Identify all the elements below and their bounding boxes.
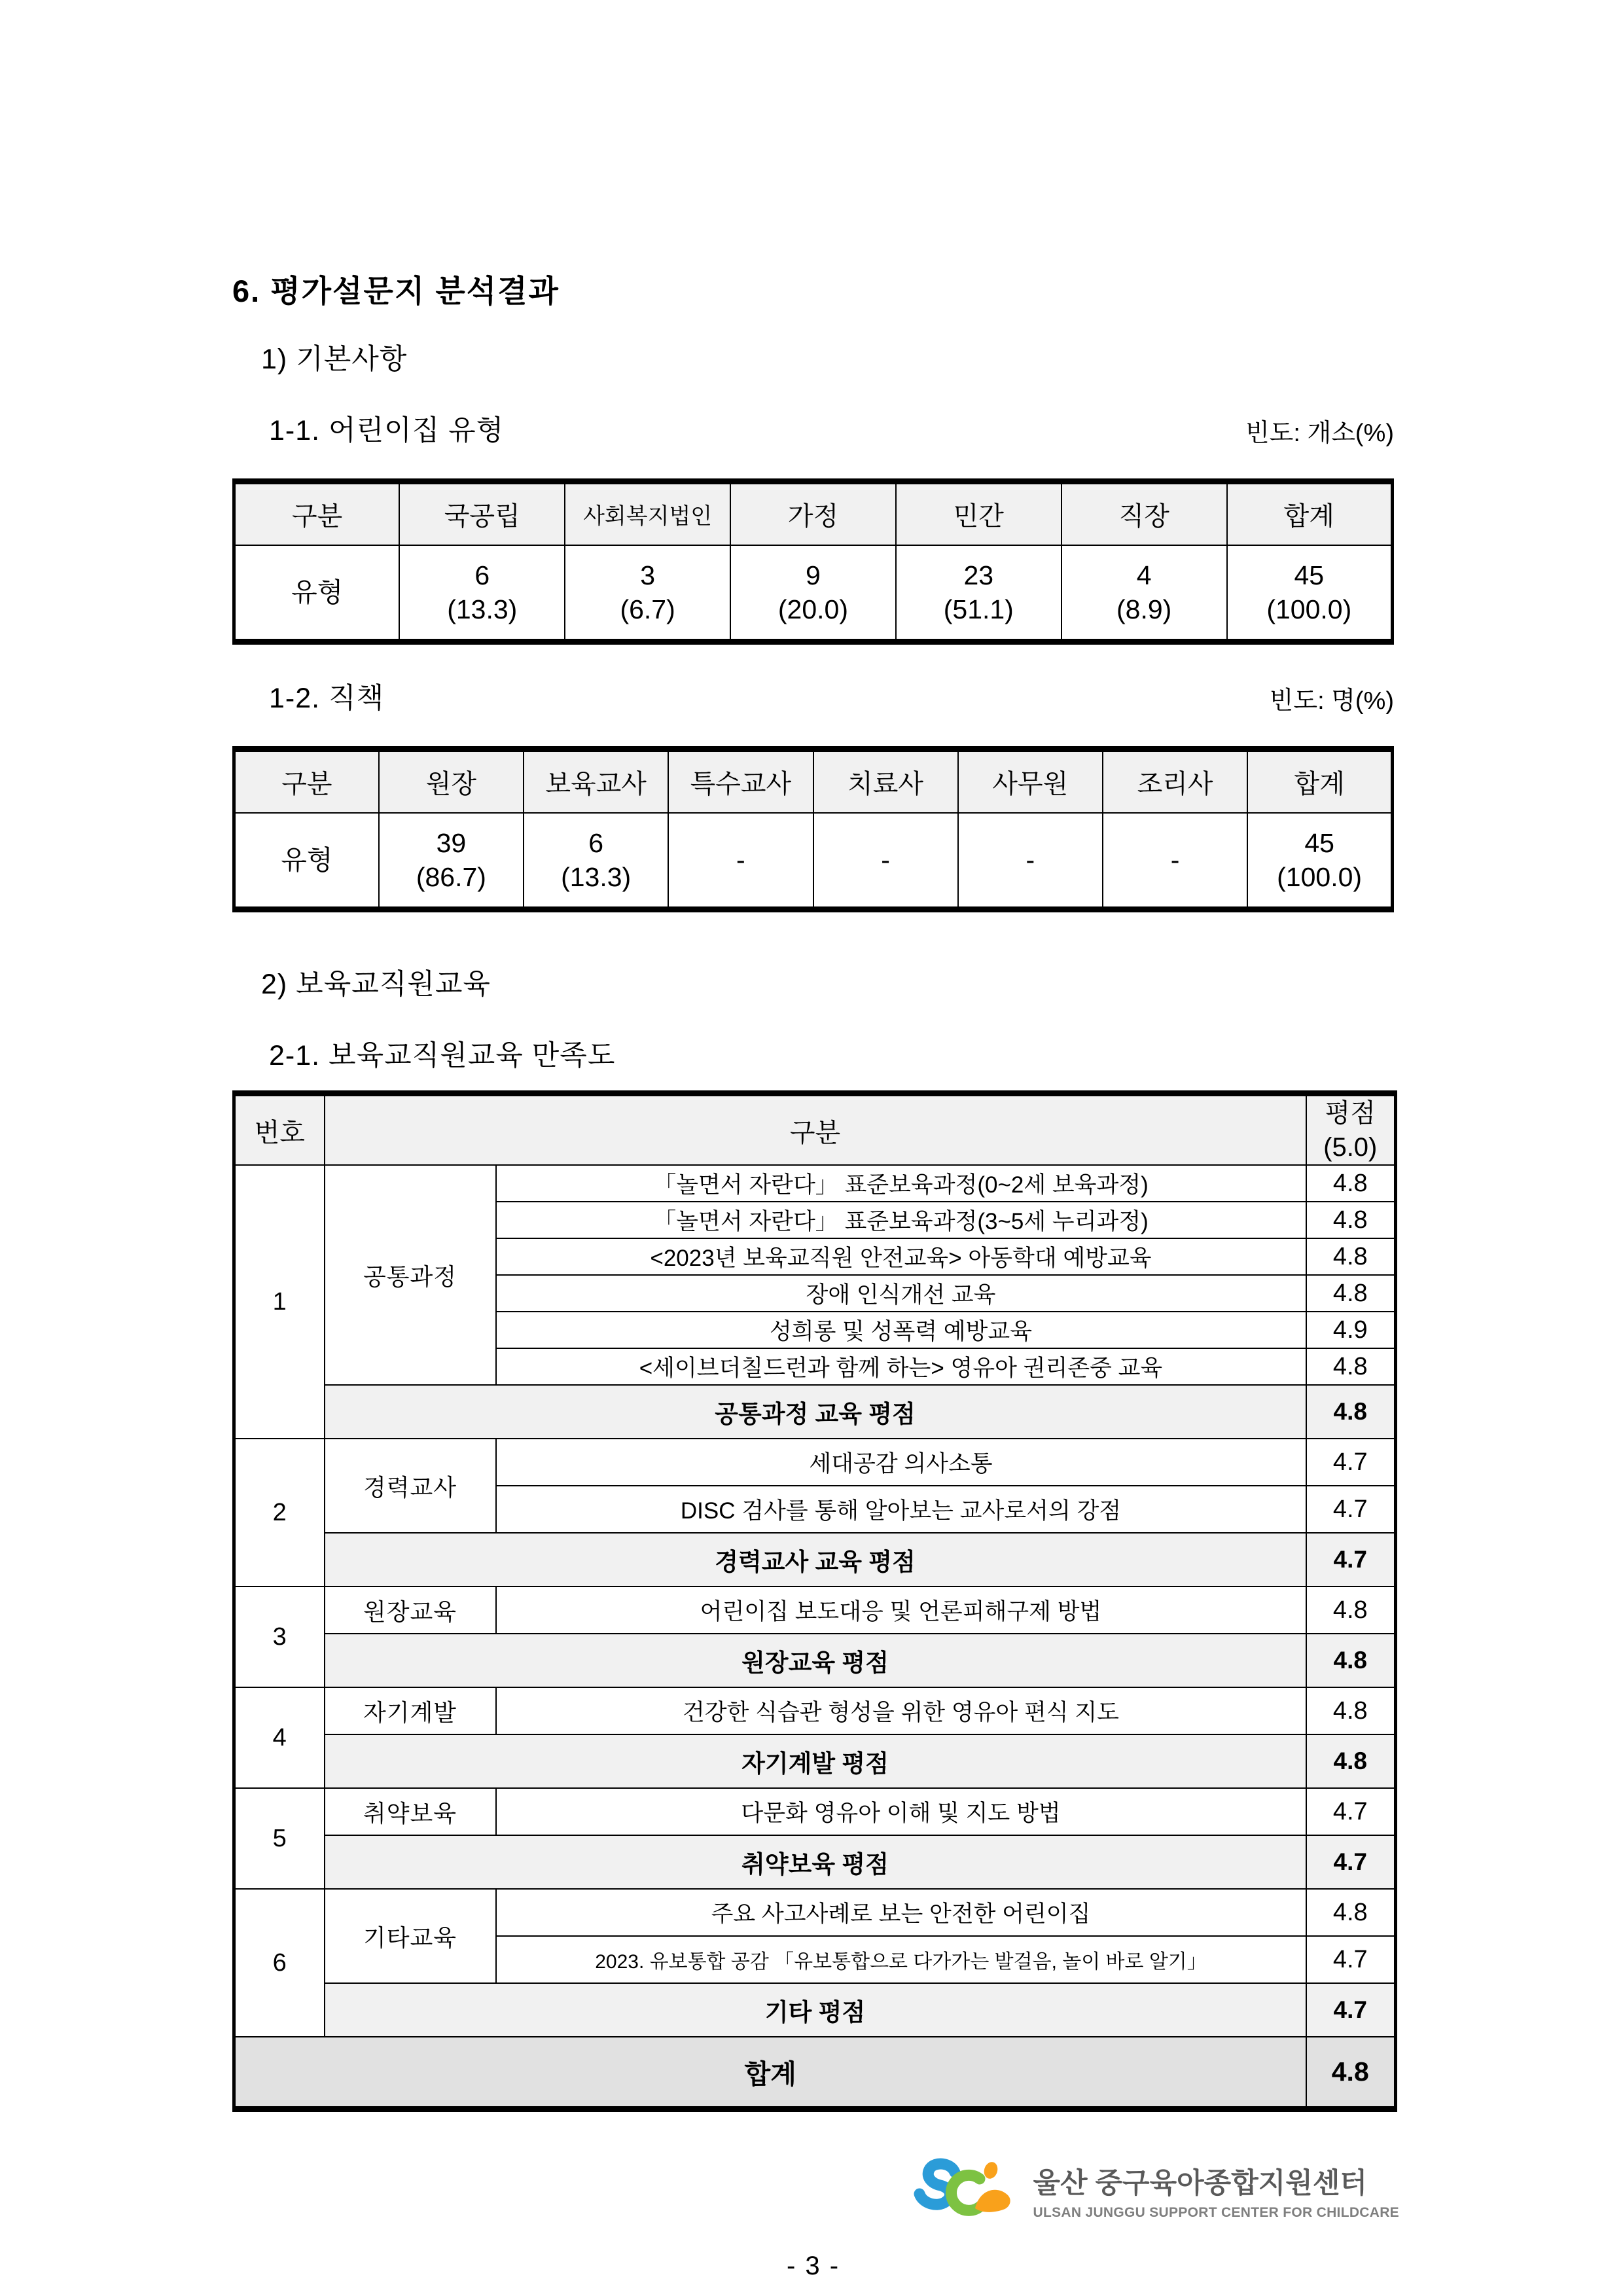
center-name-english: ULSAN JUNGGU SUPPORT CENTER FOR CHILDCARE [1033,2205,1399,2220]
daycare-type-cell-line: 23 [963,560,994,590]
subsection-heading-type: 1-1. 어린이집 유형 [269,415,505,446]
education-item-score: 4.8 [1306,1587,1396,1634]
daycare-type-body [234,545,1393,642]
center-logo-text [1033,2161,1400,2221]
position-cell-line: 6 [588,827,604,858]
daycare-type-table [232,478,1394,645]
education-item-score: 4.7 [1306,1486,1396,1533]
group-number-cell: 1 [234,1165,325,1439]
education-item-score: 4.7 [1306,1439,1396,1486]
education-item-label: 주요 사고사례로 보는 안전한 어린이집 [496,1889,1306,1936]
position-cell-line: - [1170,844,1180,875]
position-cell-2 [668,813,813,910]
daycare-type-header-1: 국공립 [399,482,565,545]
group-summary-score: 4.7 [1306,1533,1396,1587]
daycare-type-cell-line: (13.3) [447,594,518,624]
education-item-score: 4.7 [1306,1788,1396,1835]
position-cell-line: 39 [436,827,467,858]
position-cell-1 [524,813,668,910]
education-item-score: 4.7 [1306,1936,1396,1983]
daycare-type-cell-3 [896,545,1061,642]
group-category-cell: 공통과정 [325,1165,496,1385]
position-cell-4 [958,813,1103,910]
daycare-type-cell-5 [1227,545,1393,642]
satisfaction-head [234,1094,1396,1166]
education-item-label: 「놀면서 자란다」 표준보육과정(0~2세 보육과정) [496,1165,1306,1202]
position-cell-line: - [881,844,890,875]
education-item-score: 4.8 [1306,1687,1396,1734]
daycare-type-header-3: 가정 [730,482,896,545]
position-header-7: 합계 [1247,749,1392,813]
position-cell-0 [379,813,524,910]
group-summary-row [234,1983,1396,2037]
position-cell-line: - [736,844,745,875]
satisfaction-header-score [1306,1094,1396,1166]
position-header-5: 사무원 [958,749,1103,813]
group-category-cell: 자기계발 [325,1687,496,1734]
education-item-row [234,1687,1396,1734]
education-item-row [234,1889,1396,1936]
daycare-type-cell-1 [565,545,730,642]
daycare-type-cell-line: (8.9) [1116,594,1172,624]
position-cell-5 [1103,813,1247,910]
table-total-score: 4.8 [1306,2037,1396,2109]
subsection-row-satisfaction [269,1033,1394,1073]
subsection-heading-position: 1-2. 직책 [269,683,385,714]
position-header-0: 구분 [234,749,379,813]
group-summary-label: 취약보육 평점 [325,1835,1306,1889]
daycare-type-cell-line: 9 [806,560,821,590]
group-summary-row [234,1634,1396,1687]
position-header-row [234,749,1393,813]
subsection-row-type [269,408,1394,448]
position-header-3: 특수교사 [668,749,813,813]
group-summary-score: 4.7 [1306,1835,1396,1889]
center-name-korean: 울산 중구육아종합지원센터 [1033,2168,1367,2199]
position-cell-line: (13.3) [561,861,632,892]
group-summary-row [234,1734,1396,1788]
education-item-score: 4.8 [1306,1165,1396,1202]
frequency-note-type: 빈도: 개소(%) [1245,420,1394,447]
daycare-type-head [234,482,1393,545]
position-head [234,749,1393,813]
satisfaction-header-row [234,1094,1396,1166]
position-cell-line: - [1026,844,1035,875]
page-title: 6. 평가설문지 분석결과 [232,274,560,308]
education-item-score: 4.8 [1306,1889,1396,1936]
table-total-row [234,2037,1396,2109]
education-item-label: 2023. 유보통합 공감 「유보통합으로 다가가는 발걸음, 놀이 바로 알기」 [496,1936,1306,1983]
daycare-type-header-2: 사회복지법인 [565,482,730,545]
group-summary-row [234,1385,1396,1439]
education-item-label: 성희롱 및 성폭력 예방교육 [496,1312,1306,1348]
group-category-cell: 원장교육 [325,1587,496,1634]
education-item-score: 4.8 [1306,1202,1396,1238]
satisfaction-header-score-line1: 평점 [1325,1099,1376,1128]
group-category-cell: 경력교사 [325,1439,496,1533]
page-number: - 3 - [786,2251,840,2280]
education-item-row [234,1587,1396,1634]
satisfaction-header-score-line2: (5.0) [1323,1133,1378,1162]
group-summary-score: 4.7 [1306,1983,1396,2037]
daycare-type-cell-line: (20.0) [777,594,848,624]
group-category-cell: 취약보육 [325,1788,496,1835]
position-row-label: 유형 [234,813,379,910]
position-cell-3 [813,813,958,910]
education-item-label: 장애 인식개선 교육 [496,1275,1306,1312]
position-cell-line: (86.7) [416,861,486,892]
position-header-1: 원장 [379,749,524,813]
education-item-label: 어린이집 보도대응 및 언론피해구제 방법 [496,1587,1306,1634]
education-item-label: <2023년 보육교직원 안전교육> 아동학대 예방교육 [496,1238,1306,1275]
education-item-label: 세대공감 의사소통 [496,1439,1306,1486]
position-cell-6 [1247,813,1392,910]
group-summary-label: 기타 평점 [325,1983,1306,2037]
daycare-type-cell-0 [399,545,565,642]
subsection-heading-satisfaction: 2-1. 보육교직원교육 만족도 [269,1040,616,1071]
daycare-type-header-5: 직장 [1061,482,1227,545]
table-total-label: 합계 [234,2037,1306,2109]
page-footer [232,2158,1399,2289]
group-number-cell: 3 [234,1587,325,1687]
satisfaction-header-no: 번호 [234,1094,325,1166]
section-heading-education: 2) 보육교직원교육 [261,969,491,1000]
education-item-score: 4.8 [1306,1275,1396,1312]
group-number-cell: 6 [234,1889,325,2037]
education-item-label: 건강한 식습관 형성을 위한 영유아 편식 지도 [496,1687,1306,1734]
satisfaction-header-category: 구분 [325,1094,1306,1166]
daycare-type-header-4: 민간 [896,482,1061,545]
daycare-type-row-label: 유형 [234,545,400,642]
logo-orange-body-shape [975,2189,1010,2212]
education-item-score: 4.9 [1306,1312,1396,1348]
education-item-score: 4.8 [1306,1238,1396,1275]
education-item-label: 다문화 영유아 이해 및 지도 방법 [496,1788,1306,1835]
group-summary-score: 4.8 [1306,1734,1396,1788]
group-summary-label: 자기계발 평점 [325,1734,1306,1788]
position-body [234,813,1393,910]
position-table [232,746,1394,912]
daycare-type-cell-line: 45 [1294,560,1325,590]
education-satisfaction-table [232,1090,1397,2112]
center-logo [912,2158,1400,2225]
position-header-2: 보육교사 [524,749,668,813]
education-item-label: DISC 검사를 통해 알아보는 교사로서의 강점 [496,1486,1306,1533]
education-item-row [234,1165,1396,1202]
satisfaction-body [234,1165,1396,2109]
daycare-type-cell-line: 6 [474,560,490,590]
group-category-cell: 기타교육 [325,1889,496,1983]
daycare-type-header-6: 합계 [1227,482,1393,545]
position-cell-line: (100.0) [1277,861,1363,892]
education-item-score: 4.8 [1306,1348,1396,1385]
center-logo-icon [912,2158,1023,2225]
group-summary-row [234,1835,1396,1889]
daycare-type-cell-2 [730,545,896,642]
section-heading-basic: 1) 기본사항 [261,344,408,375]
group-summary-score: 4.8 [1306,1385,1396,1439]
daycare-type-data-row [234,545,1393,642]
education-item-label: 「놀면서 자란다」 표준보육과정(3~5세 누리과정) [496,1202,1306,1238]
group-number-cell: 2 [234,1439,325,1587]
position-header-4: 치료사 [813,749,958,813]
group-number-cell: 5 [234,1788,325,1889]
position-header-6: 조리사 [1103,749,1247,813]
daycare-type-cell-line: 3 [640,560,656,590]
group-summary-label: 원장교육 평점 [325,1634,1306,1687]
group-summary-row [234,1533,1396,1587]
daycare-type-cell-line: (6.7) [620,594,675,624]
group-summary-label: 공통과정 교육 평점 [325,1385,1306,1439]
education-item-label: <세이브더칠드런과 함께 하는> 영유아 권리존중 교육 [496,1348,1306,1385]
daycare-type-cell-line: (51.1) [943,594,1014,624]
group-summary-score: 4.8 [1306,1634,1396,1687]
group-number-cell: 4 [234,1687,325,1788]
subsection-row-position [269,676,1394,716]
education-item-row [234,1439,1396,1486]
frequency-note-position: 빈도: 명(%) [1269,687,1394,715]
group-summary-label: 경력교사 교육 평점 [325,1533,1306,1587]
daycare-type-cell-line: 4 [1136,560,1152,590]
daycare-type-cell-line: (100.0) [1266,594,1352,624]
daycare-type-header-row [234,482,1393,545]
position-data-row [234,813,1393,910]
position-cell-line: 45 [1304,827,1334,858]
education-item-row [234,1788,1396,1835]
daycare-type-header-0: 구분 [234,482,400,545]
daycare-type-cell-4 [1061,545,1227,642]
